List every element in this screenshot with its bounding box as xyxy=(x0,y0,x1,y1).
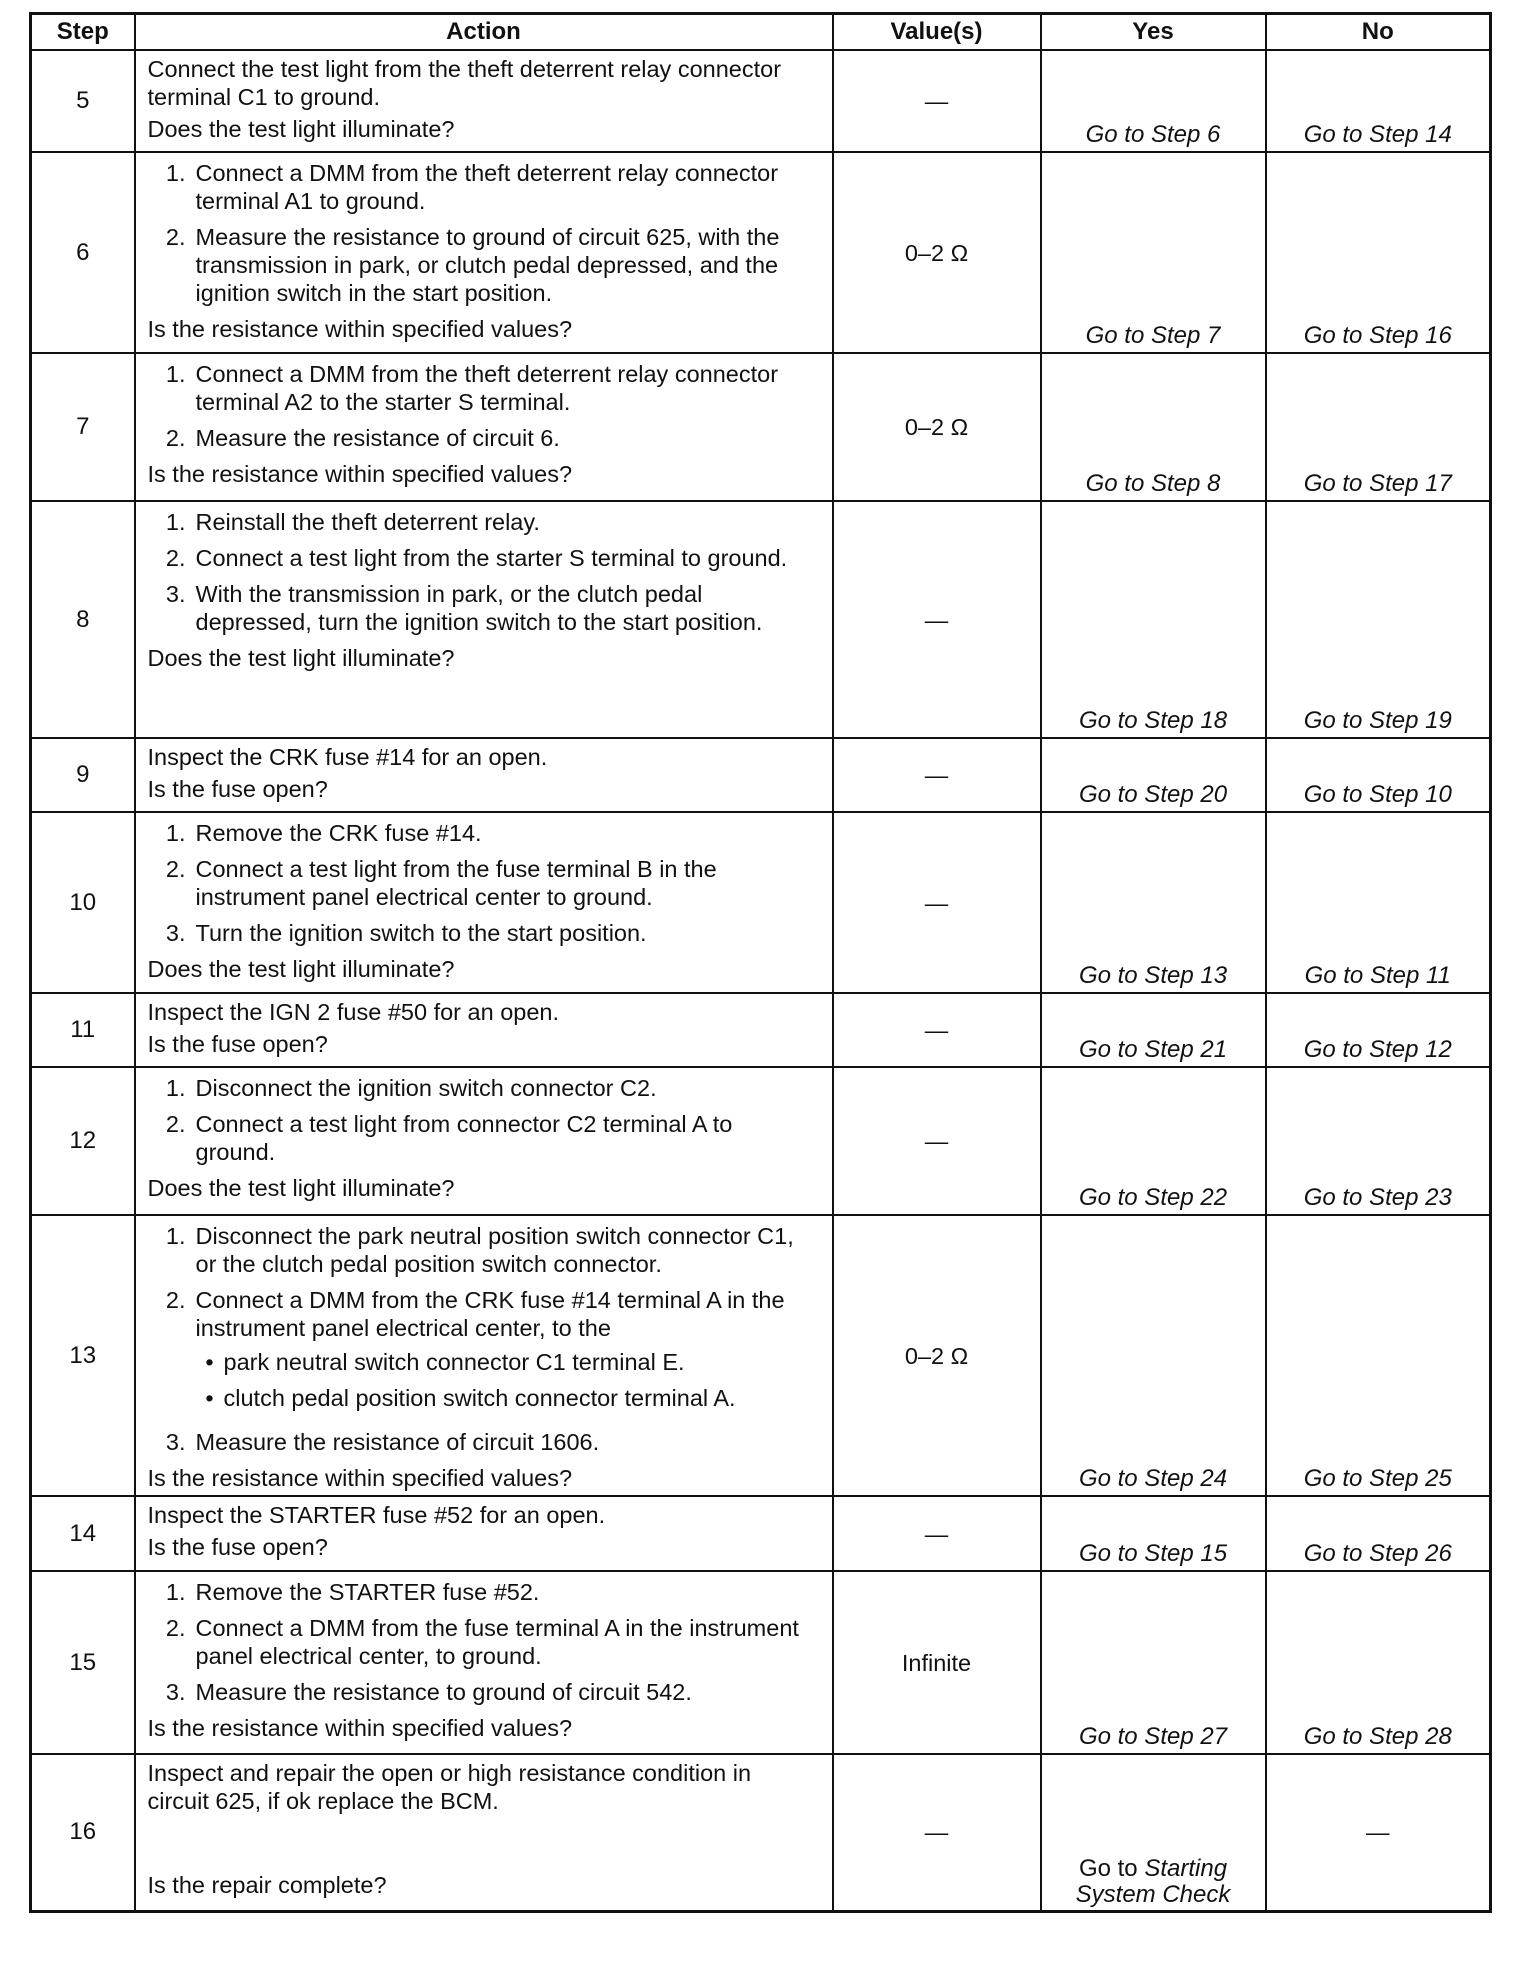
action-question: Is the resistance within specified values? xyxy=(147,1715,573,1741)
item-text: Disconnect the ignition switch connector C2. xyxy=(195,1075,657,1101)
action-question: Does the test light illuminate? xyxy=(147,1175,455,1201)
action-steps xyxy=(148,508,818,636)
list-item xyxy=(148,1578,818,1606)
item-number: 1. xyxy=(165,160,186,186)
list-item xyxy=(148,544,818,572)
item-text: Connect a DMM from the theft deterrent relay connector terminal A2 to the starter S terminal. xyxy=(195,361,779,415)
item-number: 2. xyxy=(165,856,186,882)
action-question: Does the test light illuminate? xyxy=(147,645,455,671)
item-number: 1. xyxy=(165,1579,186,1605)
action-question: Does the test light illuminate? xyxy=(147,956,455,982)
no-cell: Go to Step 16 xyxy=(1266,152,1491,353)
step-number: 9 xyxy=(31,738,135,812)
action-question: Is the repair complete? xyxy=(147,1872,387,1898)
step-number: 14 xyxy=(31,1496,135,1571)
action-question: Is the fuse open? xyxy=(147,776,328,802)
action-steps xyxy=(148,819,818,947)
list-item xyxy=(148,1428,818,1456)
list-item xyxy=(148,919,818,947)
action-question: Is the resistance within specified values? xyxy=(147,1465,573,1491)
header-action: Action xyxy=(135,14,833,51)
table-row xyxy=(31,1571,1491,1754)
item-number: 1. xyxy=(165,509,186,535)
list-item xyxy=(148,1286,818,1420)
yes-cell: Go to Step 7 xyxy=(1041,152,1266,353)
item-text: Connect a DMM from the theft deterrent relay connector terminal A1 to ground. xyxy=(195,160,779,214)
yes-prefix: Go to xyxy=(1078,1854,1138,1882)
list-item xyxy=(148,223,818,307)
header-row xyxy=(31,14,1491,51)
table-row xyxy=(31,993,1491,1067)
item-number: 3. xyxy=(165,581,186,607)
no-cell: Go to Step 28 xyxy=(1266,1571,1491,1754)
item-number: 1. xyxy=(165,1223,186,1249)
item-text-block xyxy=(196,1286,818,1420)
step-number: 8 xyxy=(31,501,135,738)
value-cell: — xyxy=(833,993,1041,1067)
value-cell: — xyxy=(833,1496,1041,1571)
header-values: Value(s) xyxy=(833,14,1041,51)
bullet-list xyxy=(196,1348,818,1412)
yes-cell: Go to Step 27 xyxy=(1041,1571,1266,1754)
list-item xyxy=(148,1110,818,1166)
item-number: 2. xyxy=(165,425,186,451)
action-steps xyxy=(148,159,818,307)
item-number: 1. xyxy=(165,820,186,846)
no-cell: Go to Step 11 xyxy=(1266,812,1491,993)
no-cell: Go to Step 17 xyxy=(1266,353,1491,501)
step-number: 13 xyxy=(31,1215,135,1496)
item-text: Connect a test light from the starter S terminal to ground. xyxy=(195,545,788,571)
value-cell: 0–2 Ω xyxy=(833,1215,1041,1496)
header-step: Step xyxy=(31,14,135,51)
list-item xyxy=(148,855,818,911)
no-cell: Go to Step 10 xyxy=(1266,738,1491,812)
value-cell: 0–2 Ω xyxy=(833,353,1041,501)
action-question: Does the test light illuminate? xyxy=(147,116,455,142)
yes-cell: Go to Step 13 xyxy=(1041,812,1266,993)
table-row xyxy=(31,1496,1491,1571)
action-cell xyxy=(135,1215,833,1496)
step-number: 16 xyxy=(31,1754,135,1911)
table-row xyxy=(31,812,1491,993)
action-cell xyxy=(135,738,833,812)
yes-cell: Go to Step 18 xyxy=(1041,501,1266,738)
item-text: Connect a test light from the fuse terminal B in the instrument panel electrical center to ground. xyxy=(195,856,717,910)
list-item xyxy=(148,508,818,536)
action-cell xyxy=(135,1754,833,1911)
item-text: Measure the resistance to ground of circuit 625, with the transmission in park, or clutch pedal depressed, and the ignition switch in the start position. xyxy=(195,224,780,306)
action-cell xyxy=(135,501,833,738)
item-text: Remove the STARTER fuse #52. xyxy=(195,1579,540,1605)
no-cell: — xyxy=(1266,1754,1491,1911)
list-item xyxy=(148,159,818,215)
bullet-glyph: • xyxy=(205,1349,214,1375)
diagnostic-table xyxy=(29,12,1492,1913)
table-row xyxy=(31,50,1491,152)
action-steps xyxy=(148,1222,818,1456)
item-text: With the transmission in park, or the clutch pedal depressed, turn the ignition switch to the start position. xyxy=(195,581,763,635)
table-row xyxy=(31,1067,1491,1215)
no-cell: Go to Step 26 xyxy=(1266,1496,1491,1571)
no-cell: Go to Step 25 xyxy=(1266,1215,1491,1496)
header-yes: Yes xyxy=(1041,14,1266,51)
yes-cell xyxy=(1041,1754,1266,1911)
step-number: 6 xyxy=(31,152,135,353)
action-question: Is the resistance within specified values? xyxy=(147,461,573,487)
action-cell xyxy=(135,50,833,152)
item-number: 2. xyxy=(165,224,186,250)
item-number: 2. xyxy=(165,1287,186,1313)
value-cell: — xyxy=(833,501,1041,738)
step-number: 7 xyxy=(31,353,135,501)
item-text: Connect a DMM from the fuse terminal A in the instrument panel electrical center, to ground. xyxy=(195,1615,799,1669)
action-text: Inspect the IGN 2 fuse #50 for an open. xyxy=(147,999,560,1025)
bullet-item xyxy=(196,1384,818,1412)
action-text: Connect the test light from the theft deterrent relay connector terminal C1 to ground. xyxy=(147,56,782,110)
action-cell xyxy=(135,1571,833,1754)
table-row xyxy=(31,152,1491,353)
action-question: Is the fuse open? xyxy=(147,1031,328,1057)
action-spacer xyxy=(148,1815,818,1867)
no-cell: Go to Step 12 xyxy=(1266,993,1491,1067)
step-number: 10 xyxy=(31,812,135,993)
step-number: 15 xyxy=(31,1571,135,1754)
list-item xyxy=(148,424,818,452)
action-steps xyxy=(148,1578,818,1706)
item-text: Disconnect the park neutral position switch connector C1, or the clutch pedal position switch connector. xyxy=(195,1223,794,1277)
item-text: Measure the resistance of circuit 1606. xyxy=(195,1429,600,1455)
table-row xyxy=(31,353,1491,501)
list-item xyxy=(148,360,818,416)
action-text: Inspect and repair the open or high resistance condition in circuit 625, if ok replace the BCM. xyxy=(147,1760,752,1814)
item-text: Remove the CRK fuse #14. xyxy=(195,820,482,846)
step-number: 12 xyxy=(31,1067,135,1215)
item-text: Reinstall the theft deterrent relay. xyxy=(195,509,540,535)
item-text: Turn the ignition switch to the start position. xyxy=(195,920,647,946)
action-steps xyxy=(148,360,818,452)
no-cell: Go to Step 14 xyxy=(1266,50,1491,152)
item-number: 1. xyxy=(165,1075,186,1101)
list-item xyxy=(148,819,818,847)
action-question: Is the resistance within specified values? xyxy=(147,316,573,342)
yes-cell: Go to Step 24 xyxy=(1041,1215,1266,1496)
item-text: Connect a DMM from the CRK fuse #14 terminal A in the instrument panel electrical center, to the xyxy=(195,1287,785,1341)
bullet-item xyxy=(196,1348,818,1376)
action-text: Inspect the CRK fuse #14 for an open. xyxy=(147,744,548,770)
action-cell xyxy=(135,812,833,993)
table-row xyxy=(31,1215,1491,1496)
item-text: Connect a test light from connector C2 terminal A to ground. xyxy=(195,1111,733,1165)
no-cell: Go to Step 23 xyxy=(1266,1067,1491,1215)
item-number: 3. xyxy=(165,1679,186,1705)
bullet-text: clutch pedal position switch connector terminal A. xyxy=(223,1385,736,1411)
bullet-glyph: • xyxy=(205,1385,214,1411)
yes-cell: Go to Step 6 xyxy=(1041,50,1266,152)
table-row xyxy=(31,738,1491,812)
list-item xyxy=(148,1614,818,1670)
item-number: 2. xyxy=(165,1615,186,1641)
item-number: 2. xyxy=(165,1111,186,1137)
bullet-text: park neutral switch connector C1 terminal E. xyxy=(223,1349,685,1375)
table-row xyxy=(31,1754,1491,1911)
item-text: Measure the resistance to ground of circuit 542. xyxy=(195,1679,692,1705)
value-cell: Infinite xyxy=(833,1571,1041,1754)
action-cell xyxy=(135,993,833,1067)
item-number: 1. xyxy=(165,361,186,387)
step-number: 11 xyxy=(31,993,135,1067)
value-cell: — xyxy=(833,812,1041,993)
yes-cell: Go to Step 8 xyxy=(1041,353,1266,501)
list-item xyxy=(148,1222,818,1278)
action-cell xyxy=(135,1496,833,1571)
no-cell: Go to Step 19 xyxy=(1266,501,1491,738)
action-steps xyxy=(148,1074,818,1166)
yes-cell: Go to Step 22 xyxy=(1041,1067,1266,1215)
diagnostic-table-page xyxy=(29,12,1489,1913)
item-number: 3. xyxy=(165,920,186,946)
value-cell: — xyxy=(833,738,1041,812)
step-number: 5 xyxy=(31,50,135,152)
value-cell: — xyxy=(833,50,1041,152)
item-number: 2. xyxy=(165,545,186,571)
item-text: Measure the resistance of circuit 6. xyxy=(195,425,560,451)
value-cell: — xyxy=(833,1754,1041,1911)
action-cell xyxy=(135,353,833,501)
list-item xyxy=(148,1074,818,1102)
value-cell: — xyxy=(833,1067,1041,1215)
action-question: Is the fuse open? xyxy=(147,1534,328,1560)
yes-target: Starting System Check xyxy=(1075,1854,1231,1908)
list-item xyxy=(148,1678,818,1706)
action-text: Inspect the STARTER fuse #52 for an open. xyxy=(147,1502,606,1528)
yes-cell: Go to Step 20 xyxy=(1041,738,1266,812)
item-number: 3. xyxy=(165,1429,186,1455)
yes-cell: Go to Step 21 xyxy=(1041,993,1266,1067)
list-item xyxy=(148,580,818,636)
action-cell xyxy=(135,1067,833,1215)
table-row xyxy=(31,501,1491,738)
value-cell: 0–2 Ω xyxy=(833,152,1041,353)
action-cell xyxy=(135,152,833,353)
yes-cell: Go to Step 15 xyxy=(1041,1496,1266,1571)
header-no: No xyxy=(1266,14,1491,51)
